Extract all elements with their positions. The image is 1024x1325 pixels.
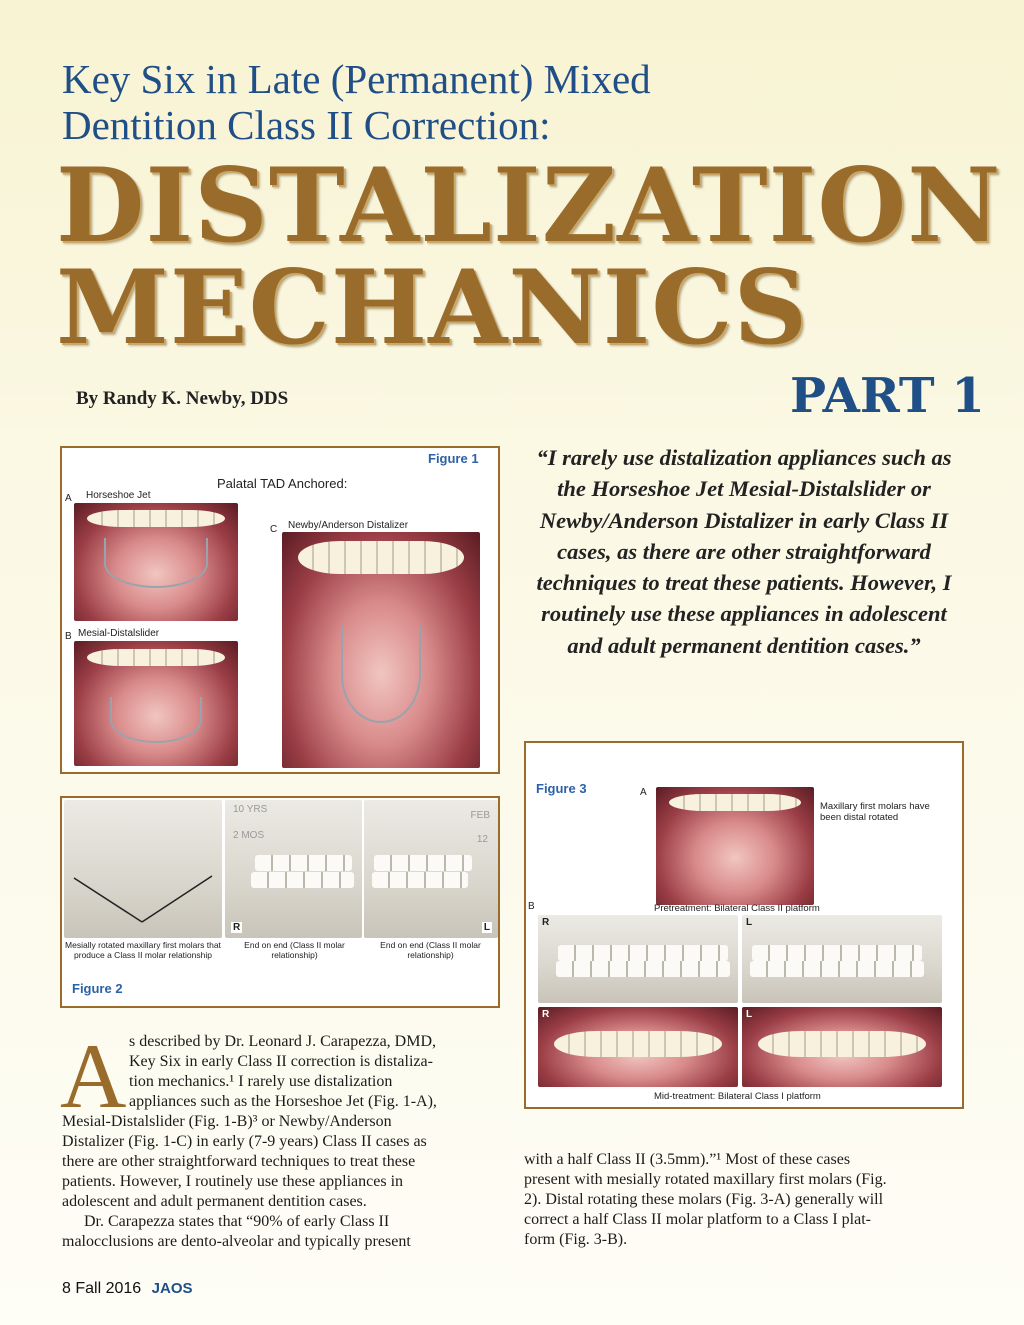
- marker-r: R: [542, 917, 550, 928]
- figure-2-caption-right: End on end (Class II molar relationship): [380, 940, 481, 960]
- body-line: tion mechanics.¹ I rarely use distalization: [129, 1073, 393, 1090]
- midtreatment-left-photo: [742, 1007, 942, 1087]
- figure-2-label: Figure 2: [72, 981, 123, 996]
- body-line: Mesial-Distalslider (Fig. 1-B)³ or Newby/Anderson: [62, 1113, 392, 1130]
- pull-quote: “I rarely use distalization appliances such as the Horseshoe Jet Mesial-Distalslider or Newby/Anderson Distalizer in early Class II cases, as there are other straightforward techniques to treat these patients. However, I routinely use these appliances in adolescent and adult permanent dentition cases.”: [536, 445, 952, 658]
- marker-r: R: [542, 1009, 550, 1020]
- pretreatment-label: Pretreatment: Bilateral Class II platform: [654, 903, 820, 914]
- figure-3: [524, 741, 964, 1109]
- right-occlusion-photo: [225, 800, 362, 938]
- newby-anderson-photo: [282, 532, 480, 768]
- body-line: Key Six in early Class II correction is distaliza-: [129, 1053, 433, 1070]
- journal-name: JAOS: [151, 1280, 193, 1297]
- part-label: PART 1: [790, 368, 985, 424]
- body-line: Distalizer (Fig. 1-C) in early (7-9 years) Class II cases as: [62, 1133, 427, 1150]
- body-line: form (Fig. 3-B).: [524, 1231, 628, 1248]
- distal-rotated-molars-photo: [656, 787, 814, 905]
- body-line: present with mesially rotated maxillary first molars (Fig.: [524, 1171, 887, 1188]
- body-line: adolescent and adult permanent dentition cases.: [62, 1193, 367, 1210]
- figure-1: [60, 446, 500, 774]
- panel-b-label: Mesial-Distalslider: [78, 628, 160, 639]
- figure-2-caption-left: Mesially rotated maxillary first molars that produce a Class II molar relationship: [65, 940, 221, 960]
- midtreatment-right-photo: [538, 1007, 738, 1087]
- panel-b-letter: B: [528, 901, 535, 912]
- figure-1-label: Figure 1: [428, 451, 479, 466]
- horseshoe-jet-photo: [74, 503, 238, 621]
- main-title-line-1: DISTALIZATION: [56, 146, 1002, 266]
- body-line: malocclusions are dento-alveolar and typically present: [62, 1233, 411, 1250]
- body-line: there are other straightforward techniques to treat these: [62, 1153, 416, 1170]
- page-footer: [62, 1280, 193, 1298]
- figure-2-caption-mid: End on end (Class II molar relationship): [244, 940, 345, 960]
- kicker-line-1: Key Six in Late (Permanent) Mixed: [62, 56, 651, 102]
- mesial-distalslider-photo: [74, 641, 238, 766]
- marker-l: L: [483, 922, 490, 933]
- panel-c-label: Newby/Anderson Distalizer: [288, 520, 409, 531]
- model-text-2mos: 2 MOS: [233, 830, 265, 841]
- body-column-left: [62, 1112, 512, 1252]
- body-line: patients. However, I routinely use these appliances in: [62, 1173, 404, 1190]
- body-line: with a half Class II (3.5mm).”¹ Most of these cases: [524, 1151, 851, 1168]
- body-column-right: [524, 1150, 969, 1250]
- panel-c-letter: C: [270, 524, 278, 535]
- byline: By Randy K. Newby, DDS: [76, 388, 289, 409]
- panel-a-letter: A: [65, 493, 72, 504]
- kicker-title: [62, 56, 822, 148]
- panel-a-note: Maxillary first molars have been distal rotated: [820, 801, 930, 823]
- pretreatment-left-photo: [742, 915, 942, 1003]
- body-line: correct a half Class II molar platform to a Class I plat-: [524, 1211, 871, 1228]
- body-column-left-indented: [129, 1032, 509, 1112]
- model-text-10yrs: 10 YRS: [233, 804, 268, 815]
- kicker-line-2: Dentition Class II Correction:: [62, 102, 551, 148]
- figure-1-heading: Palatal TAD Anchored:: [217, 476, 348, 491]
- panel-b-letter: B: [65, 631, 72, 642]
- marker-r: R: [233, 922, 241, 933]
- panel-a-label: Horseshoe Jet: [86, 490, 151, 501]
- main-title-line-2: MECHANICS: [56, 248, 809, 368]
- marker-l: L: [746, 917, 753, 928]
- figure-2: [60, 796, 500, 1008]
- page-number: 8: [62, 1280, 71, 1297]
- left-occlusion-photo: [364, 800, 498, 938]
- issue-label: Fall 2016: [75, 1280, 142, 1297]
- body-line: s described by Dr. Leonard J. Carapezza, DMD,: [129, 1033, 437, 1050]
- pretreatment-right-photo: [538, 915, 738, 1003]
- body-line: appliances such as the Horseshoe Jet (Fig. 1-A),: [129, 1093, 437, 1110]
- upper-cast-photo: [64, 800, 222, 938]
- midtreatment-label: Mid-treatment: Bilateral Class I platform: [654, 1091, 821, 1102]
- body-line: 2). Distal rotating these molars (Fig. 3-A) generally will: [524, 1191, 884, 1208]
- molar-rotation-lines: [64, 800, 222, 938]
- dropcap: A: [60, 1025, 127, 1127]
- figure-3-label: Figure 3: [536, 781, 587, 796]
- model-text-feb: FEB: [470, 810, 490, 821]
- marker-l: L: [746, 1009, 753, 1020]
- panel-a-letter: A: [640, 787, 647, 798]
- body-line: Dr. Carapezza states that “90% of early Class II: [84, 1213, 390, 1230]
- model-text-12: 12: [476, 834, 488, 845]
